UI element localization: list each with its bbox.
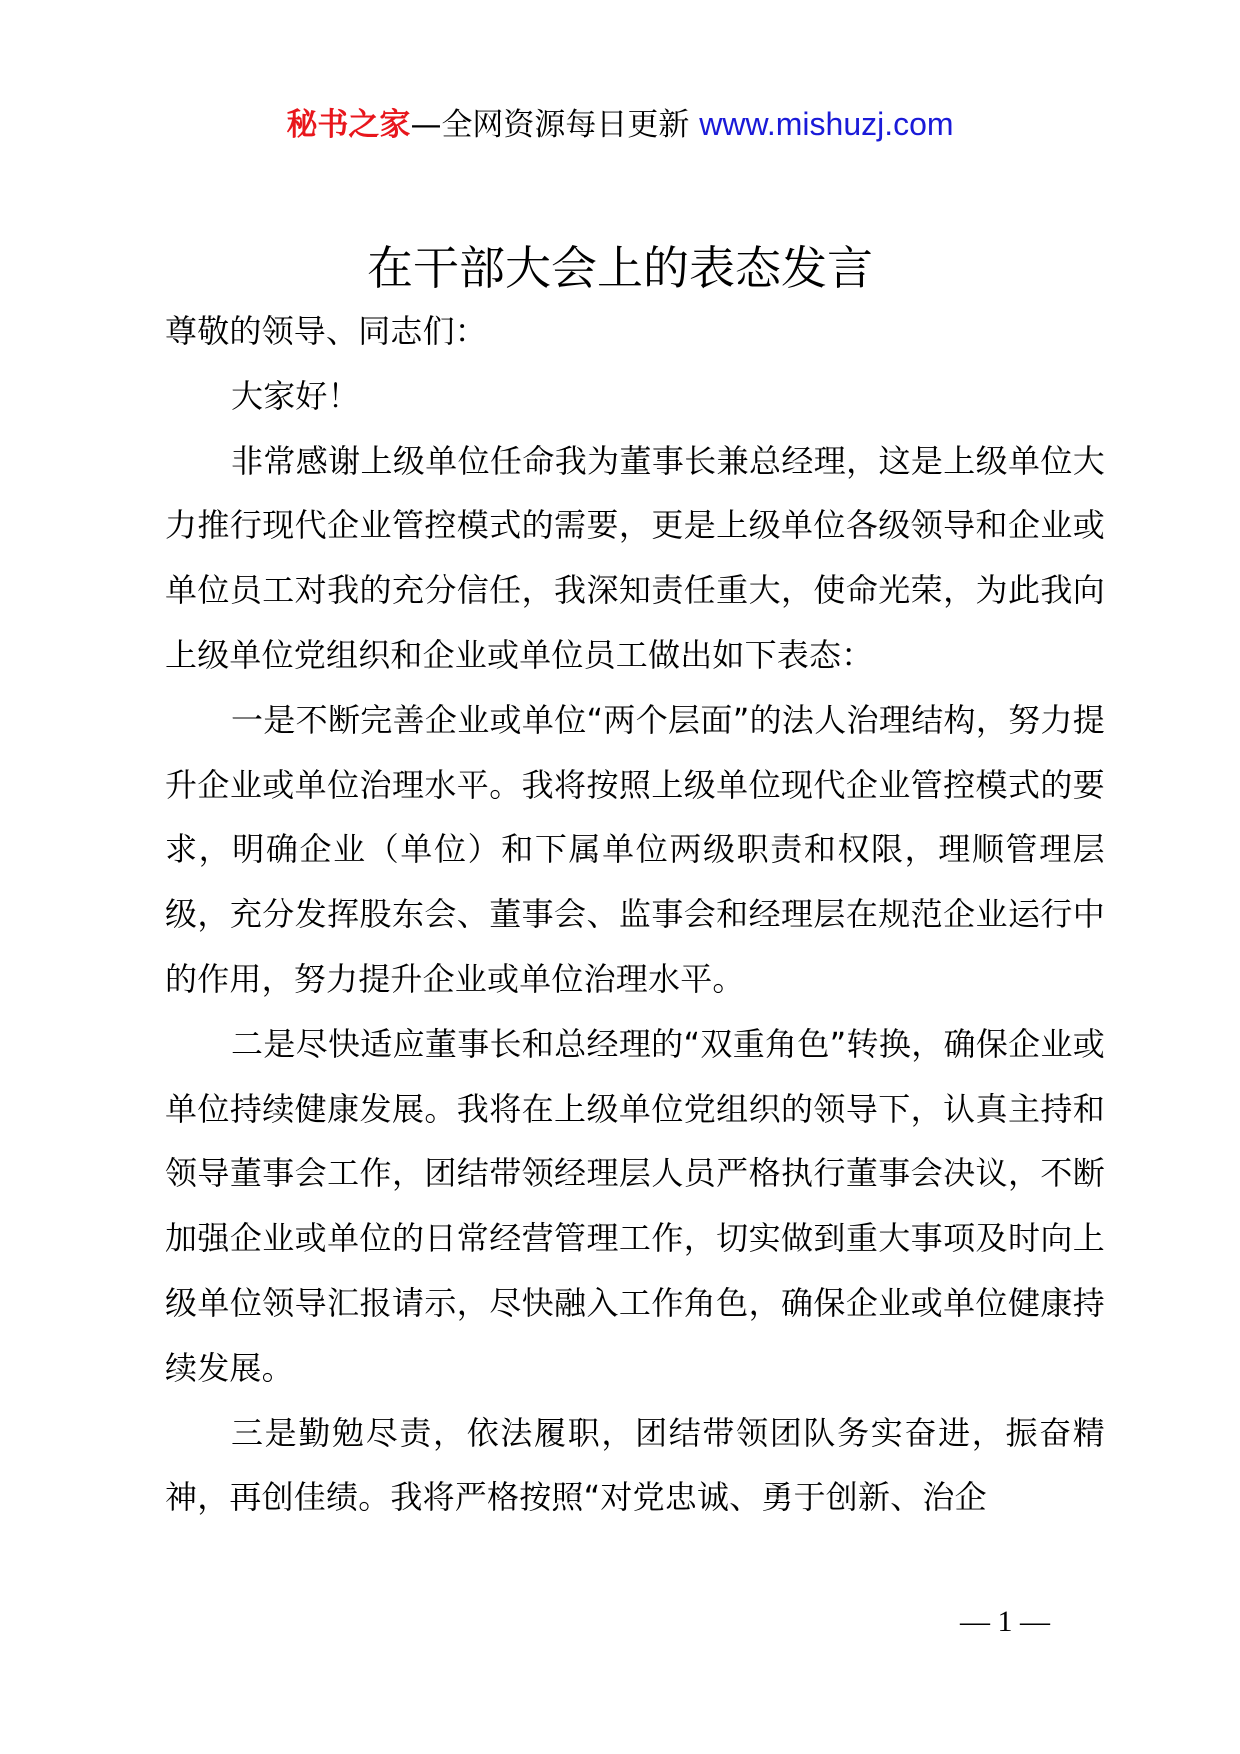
header-banner bbox=[0, 98, 1240, 151]
paragraph: 一是不断完善企业或单位“两个层面”的法人治理结构，努力提升企业或单位治理水平。我将按照上级单位现代企业管控模式的要求，明确企业（单位）和下属单位两级职责和权限，理顺管理层级，充分发挥股东会、董事会、监事会和经理层在规范企业运行中的作用，努力提升企业或单位治理水平。 bbox=[165, 700, 1105, 998]
paragraph: 三是勤勉尽责，依法履职，团结带领团队务实奋进，振奋精神，再创佳绩。我将严格按照“对党忠诚、勇于创新、治企 bbox=[165, 1413, 1105, 1517]
document-body bbox=[165, 299, 1105, 1530]
paragraph: 非常感谢上级单位任命我为董事长兼总经理，这是上级单位大力推行现代企业管控模式的需要，更是上级单位各级领导和企业或单位员工对我的充分信任，我深知责任重大，使命光荣，为此我向上级单位党组织和企业或单位员工做出如下表态： bbox=[165, 441, 1105, 674]
document-title: 在干部大会上的表态发言 bbox=[367, 241, 873, 295]
site-url-link[interactable]: www.mishuzj.com bbox=[699, 106, 954, 142]
page-number: — 1 — bbox=[960, 1605, 1050, 1638]
salutation: 尊敬的领导、同志们： bbox=[165, 312, 488, 350]
paragraph: 二是尽快适应董事长和总经理的“双重角色”转换，确保企业或单位持续健康发展。我将在上级单位党组织的领导下，认真主持和领导董事会工作，团结带领经理层人员严格执行董事会决议，不断加强企业或单位的日常经营管理工作，切实做到重大事项及时向上级单位领导汇报请示，尽快融入工作角色，确保企业或单位健康持续发展。 bbox=[165, 1024, 1105, 1387]
tagline: —全网资源每日更新 bbox=[410, 107, 690, 143]
greeting: 大家好！ bbox=[231, 376, 360, 415]
brand-name: 秘书之家 bbox=[286, 107, 411, 143]
